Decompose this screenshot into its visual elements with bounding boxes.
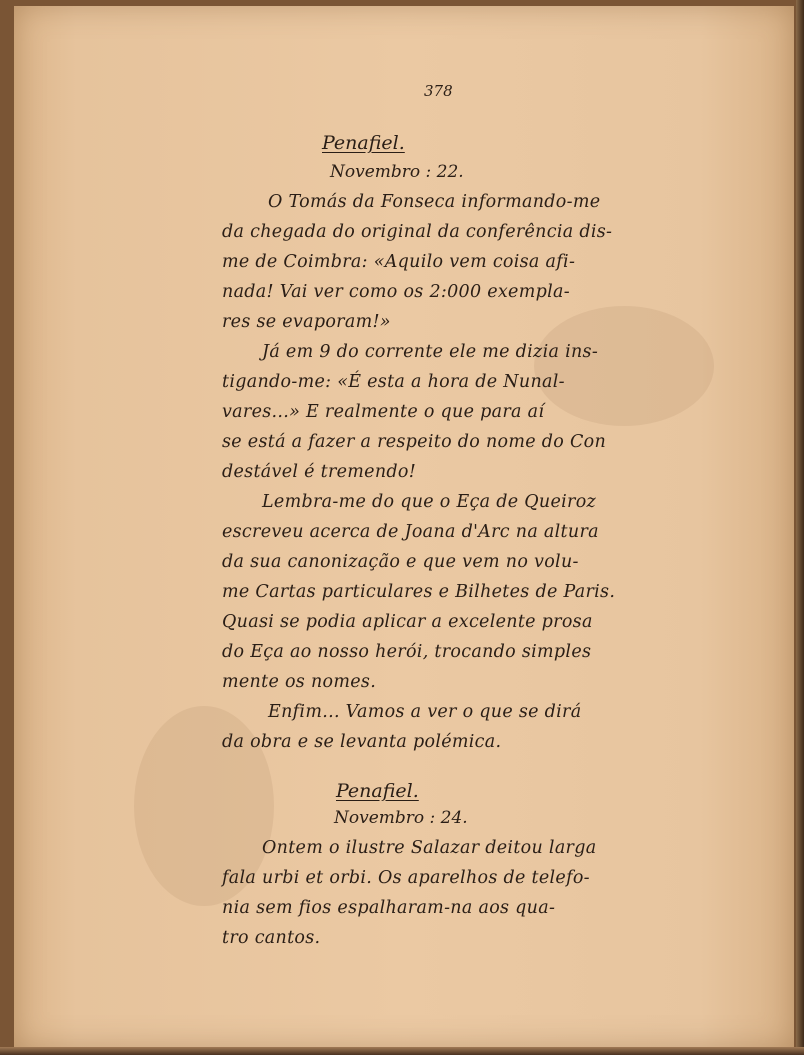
entry-1-line: da obra e se levanta polémica. [222,732,502,752]
entry-1-line: nada! Vai ver como os 2:000 exempla- [222,282,570,302]
entry-2-line: Ontem o ilustre Salazar deitou larga [262,838,597,858]
entry-1-line: vares...» E realmente o que para aí [222,402,545,422]
entry-1-date: Novembro : 22. [330,162,464,182]
entry-2-line: nia sem fios espalharam-na aos qua- [222,898,556,918]
entry-1-line: me de Coimbra: «Aquilo vem coisa afi- [222,252,576,272]
paper-stain [534,306,714,426]
entry-1-line: tigando-me: «É esta a hora de Nunal- [222,372,565,392]
entry-1-line: se está a fazer a respeito do nome do Con [222,432,607,452]
entry-1-line: res se evaporam!» [222,312,391,332]
entry-2-line: fala urbi et orbi. Os aparelhos de telefo- [222,868,590,888]
entry-1-line: escreveu acerca de Joana d'Arc na altura [222,522,599,542]
entry-1-line: da sua canonização e que vem no volu- [222,552,579,572]
entry-1-line: Lembra-me do que o Eça de Queiroz [262,492,597,512]
entry-1-line: Já em 9 do corrente ele me dizia ins- [262,342,599,362]
page-edge-bottom [0,1047,804,1055]
entry-1-line: Quasi se podia aplicar a excelente prosa [222,612,593,632]
entry-1-heading: Penafiel. [322,132,405,154]
entry-1-line: destável é tremendo! [222,462,417,482]
entry-1-line: O Tomás da Fonseca informando-me [268,192,601,212]
page-edge-right [796,0,804,1055]
entry-2-line: tro cantos. [222,928,321,948]
entry-1-line: da chegada do original da conferência dis- [222,222,613,242]
entry-1-line: mente os nomes. [222,672,377,692]
entry-1-line: do Eça ao nosso herói, trocando simples [222,642,592,662]
entry-2-date: Novembro : 24. [334,808,468,828]
page-number: 378 [424,82,453,100]
entry-1-line: me Cartas particulares e Bilhetes de Paris. [222,582,616,602]
entry-2-heading: Penafiel. [336,780,419,802]
entry-1-line: Enfim... Vamos a ver o que se dirá [268,702,582,722]
